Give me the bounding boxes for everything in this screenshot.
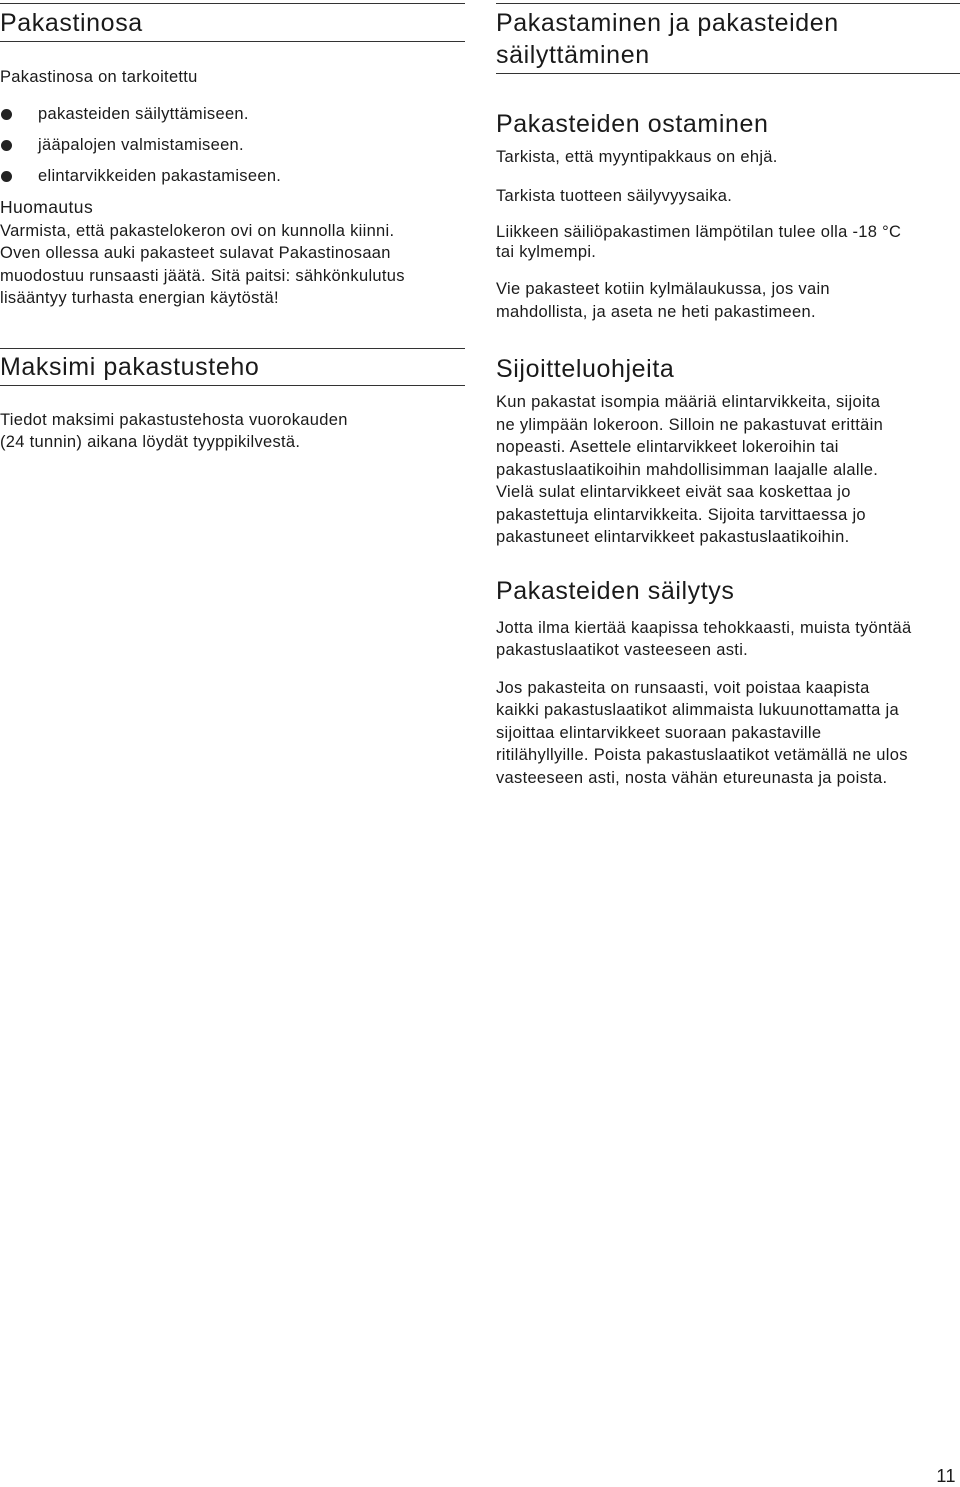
note-line: muodostuu runsaasti jäätä. Sitä paitsi: sähkönkulutus	[0, 266, 405, 285]
top-rule	[0, 3, 465, 4]
placement-paragraph	[496, 391, 960, 549]
note-text	[0, 220, 465, 310]
text-line: pakastuneet elintarvikkeet pakastuslaatikoihin.	[496, 528, 850, 546]
storage-paragraph	[496, 677, 960, 790]
text-line: ritilähyllyille. Poista pakastuslaatikot vetämällä ne ulos	[496, 746, 908, 764]
text-line: (24 tunnin) aikana löydät tyyppikilvestä.	[0, 433, 301, 451]
buying-paragraph	[496, 278, 960, 323]
usage-list	[0, 103, 465, 187]
max-freezing-text	[0, 409, 465, 454]
text-line: sijoittaa elintarvikkeet suoraan pakastaville	[496, 723, 822, 742]
top-rule	[496, 3, 960, 4]
text-line: kaikki pakastuslaatikot alimmaista lukuunottamatta ja	[496, 701, 899, 719]
note-line: lisääntyy turhasta energian käytöstä!	[0, 289, 279, 307]
left-column	[0, 0, 465, 454]
section-title-pakastinosa: Pakastinosa	[0, 9, 143, 37]
list-item: jääpalojen valmistamiseen.	[0, 134, 465, 156]
text-line: Tiedot maksimi pakastustehosta vuorokauden	[0, 410, 348, 429]
storage-paragraph	[496, 617, 960, 662]
text-line: ne ylimpään lokeroon. Silloin ne pakastuvat erittäin	[496, 415, 884, 434]
bullet-dot-icon	[1, 109, 12, 120]
note-line: Oven ollessa auki pakasteet sulavat Pakastinosaan	[0, 244, 391, 262]
section-title-line: säilyttäminen	[496, 41, 650, 69]
text-line: tai kylmempi.	[496, 243, 597, 261]
list-item: pakasteiden säilyttämiseen.	[0, 103, 465, 125]
text-line: pakastuslaatikot vasteeseen asti.	[496, 641, 749, 659]
subsection-title-ostaminen: Pakasteiden ostaminen	[496, 110, 769, 138]
text-line: Vielä sulat elintarvikkeet eivät saa koskettaa jo	[496, 483, 851, 501]
text-line: nopeasti. Asettele elintarvikkeet lokeroihin tai	[496, 438, 839, 456]
text-line: Vie pakasteet kotiin kylmälaukussa, jos vain	[496, 280, 830, 298]
note-line: Varmista, että pakastelokeron ovi on kunnolla kiinni.	[0, 221, 395, 240]
text-line: mahdollista, ja aseta ne heti pakastimeen.	[496, 302, 816, 321]
intro-text: Pakastinosa on tarkoitettu	[0, 68, 198, 86]
text-line: pakastuslaatikoihin mahdollisimman laajalle alalle.	[496, 460, 879, 479]
text-line: Jos pakasteita on runsaasti, voit poistaa kaapista	[496, 678, 870, 697]
title-underline	[496, 73, 960, 74]
bullet-dot-icon	[1, 140, 12, 151]
title-underline	[0, 385, 465, 386]
section-title-maksimi: Maksimi pakastusteho	[0, 352, 260, 381]
note-title: Huomautus	[0, 196, 94, 217]
text-line: Liikkeen säiliöpakastimen lämpötilan tulee olla -18 °C	[496, 223, 902, 241]
text-line: pakastettuja elintarvikkeita. Sijoita tarvittaessa jo	[496, 505, 866, 524]
bullet-dot-icon	[1, 171, 12, 182]
text-line: Jotta ilma kiertää kaapissa tehokkaasti, muista työntää	[496, 618, 912, 637]
section-title-line: Pakastaminen ja pakasteiden	[496, 9, 839, 37]
section-rule	[0, 348, 465, 349]
text-line: Kun pakastat isompia määriä elintarvikkeita, sijoita	[496, 393, 881, 411]
title-underline	[0, 41, 465, 42]
subsection-title-sijoittelu: Sijoitteluohjeita	[496, 355, 675, 383]
buying-paragraph	[496, 222, 960, 262]
list-item: elintarvikkeiden pakastamiseen.	[0, 165, 465, 187]
page-number: 11	[936, 1466, 956, 1486]
buying-paragraph: Tarkista tuotteen säilyvyysaika.	[496, 186, 733, 205]
text-line: vasteeseen asti, nosta vähän etureunasta ja poista.	[496, 768, 888, 787]
buying-paragraph: Tarkista, että myyntipakkaus on ehjä.	[496, 148, 778, 166]
subsection-title-sailytys: Pakasteiden säilytys	[496, 576, 735, 605]
right-column	[496, 0, 960, 789]
